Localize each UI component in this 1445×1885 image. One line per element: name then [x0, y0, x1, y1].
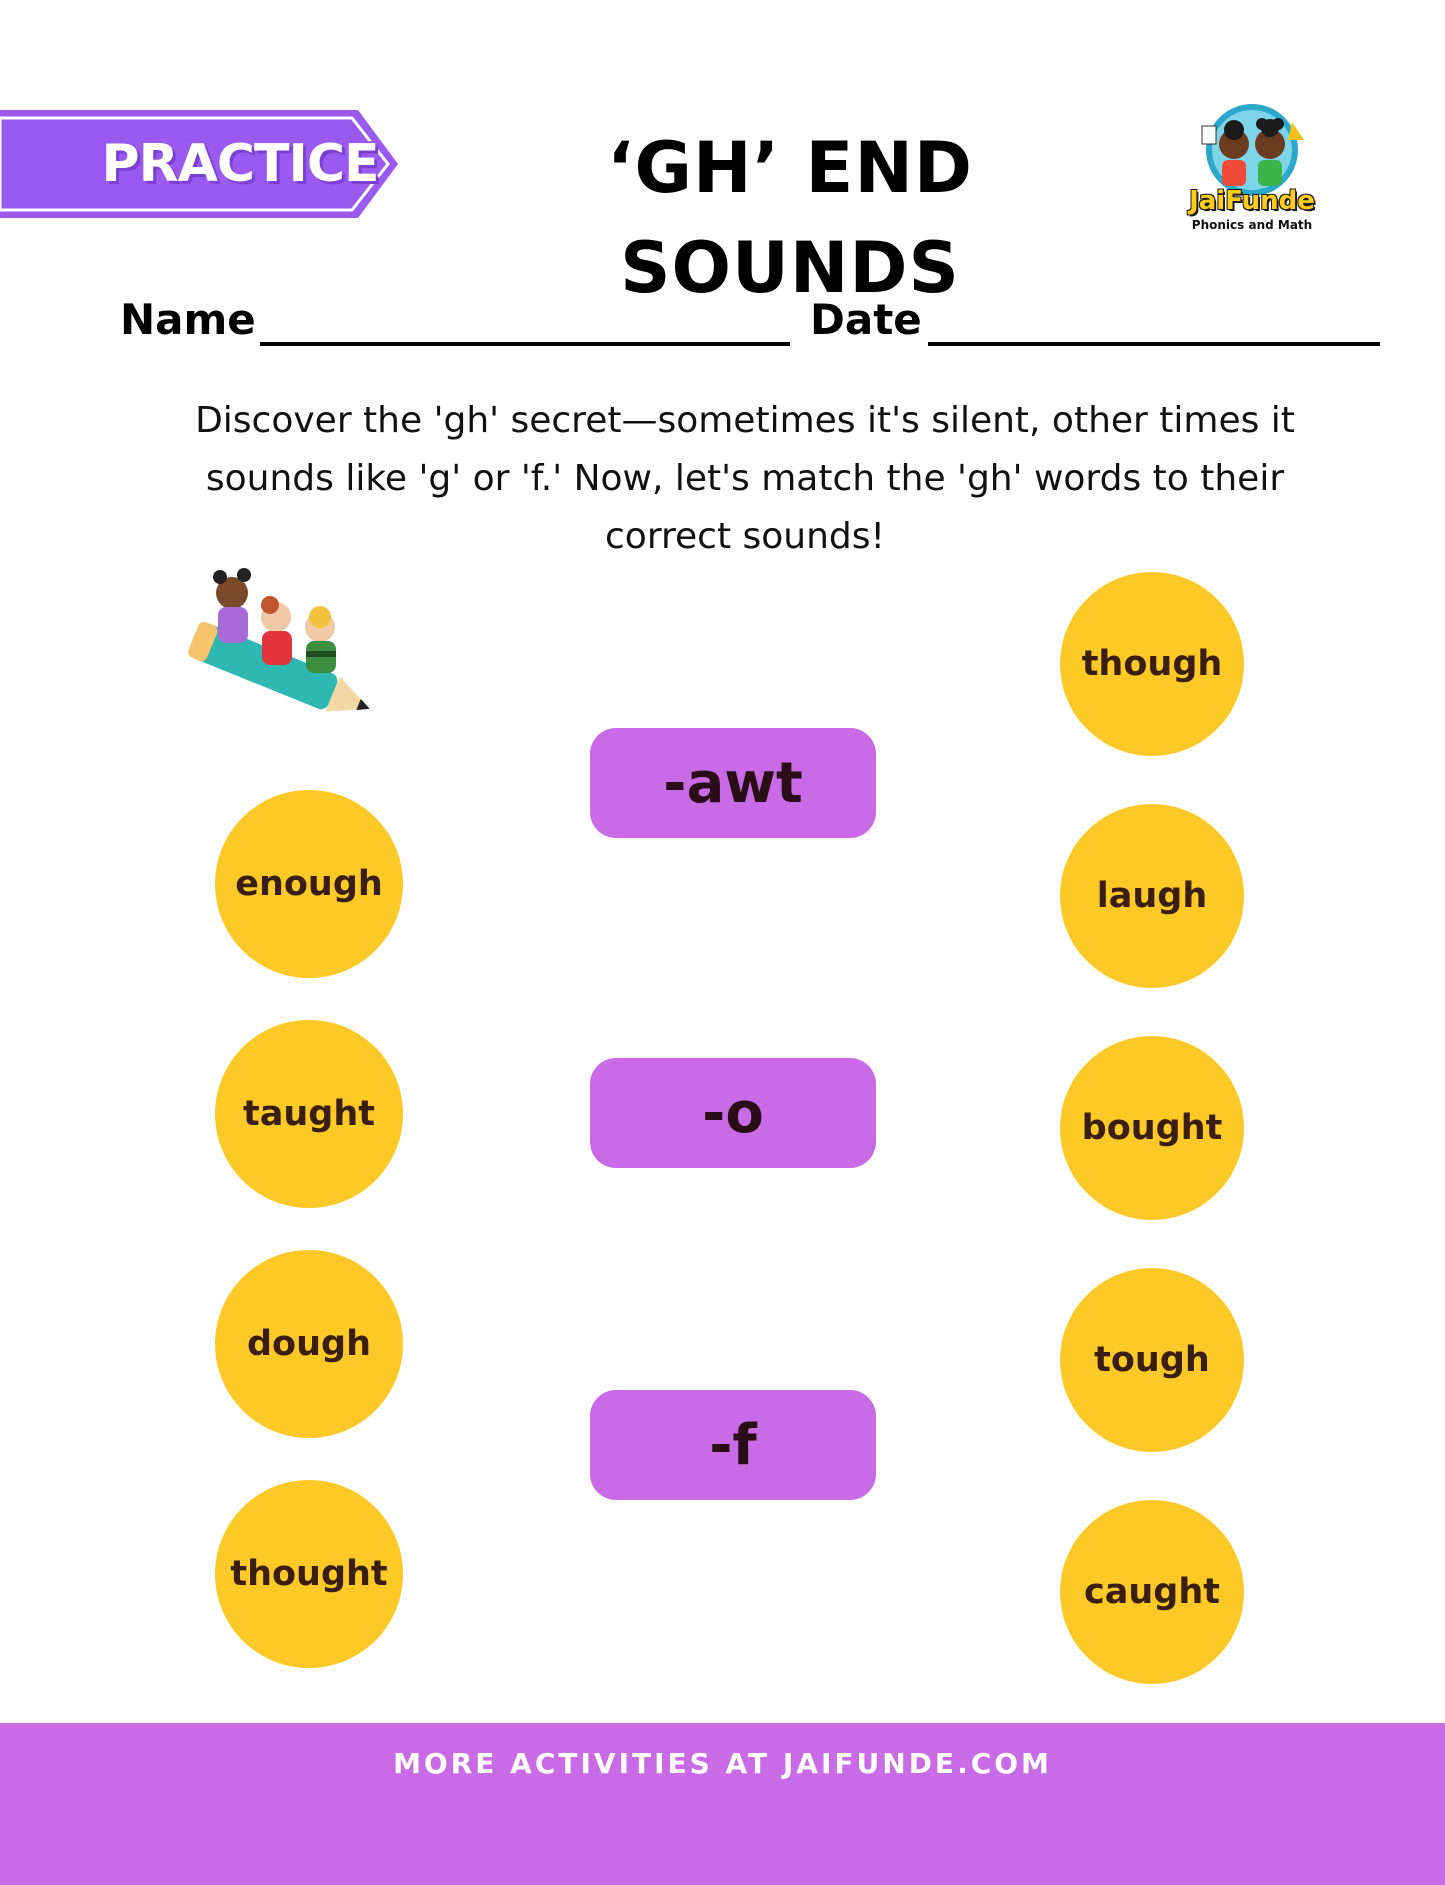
sound-label: -awt	[663, 750, 803, 816]
word-label: enough	[235, 864, 383, 904]
word-circle-thought[interactable]	[215, 1480, 403, 1668]
word-circle-though[interactable]	[1060, 572, 1244, 756]
sound-box-f[interactable]	[590, 1390, 876, 1500]
word-circle-enough[interactable]	[215, 790, 403, 978]
word-label: caught	[1084, 1572, 1220, 1612]
footer-bar	[0, 1723, 1445, 1885]
sound-label: -f	[709, 1412, 757, 1478]
practice-label: PRACTICE	[101, 134, 379, 194]
sound-box-o[interactable]	[590, 1058, 876, 1168]
word-label: dough	[247, 1324, 371, 1364]
name-label: Name	[120, 295, 256, 344]
word-label: laugh	[1096, 876, 1208, 916]
logo-kids-icon	[1172, 100, 1332, 200]
word-circle-taught[interactable]	[215, 1020, 403, 1208]
date-label: Date	[810, 295, 922, 344]
word-circle-dough[interactable]	[215, 1250, 403, 1438]
word-circle-caught[interactable]	[1060, 1500, 1244, 1684]
logo-tagline: Phonics and Math	[1191, 218, 1313, 232]
page-title: ‘GH’ END SOUNDS	[606, 127, 974, 309]
word-circle-bought[interactable]	[1060, 1036, 1244, 1220]
instructions-text: Discover the 'gh' secret—sometimes it's silent, other times it sounds like 'g' or 'f.' Now, let's match the 'gh' words to their correct sounds!	[195, 400, 1295, 557]
sound-label: -o	[702, 1080, 764, 1146]
word-label: tough	[1094, 1340, 1210, 1380]
date-field[interactable]	[928, 342, 1380, 346]
word-label: thought	[230, 1554, 388, 1594]
logo-name: JaiFunde	[1189, 186, 1315, 216]
name-field[interactable]	[260, 342, 790, 346]
kids-on-pencil-illustration	[180, 555, 390, 730]
word-label: bought	[1081, 1108, 1223, 1148]
jaifunde-logo	[1172, 100, 1332, 240]
word-circle-tough[interactable]	[1060, 1268, 1244, 1452]
word-label: taught	[243, 1094, 375, 1134]
word-label: though	[1081, 644, 1223, 684]
practice-banner	[0, 110, 398, 218]
word-circle-laugh[interactable]	[1060, 804, 1244, 988]
footer-link[interactable]: MORE ACTIVITIES AT JAIFUNDE.COM	[393, 1747, 1052, 1780]
sound-box-awt[interactable]	[590, 728, 876, 838]
